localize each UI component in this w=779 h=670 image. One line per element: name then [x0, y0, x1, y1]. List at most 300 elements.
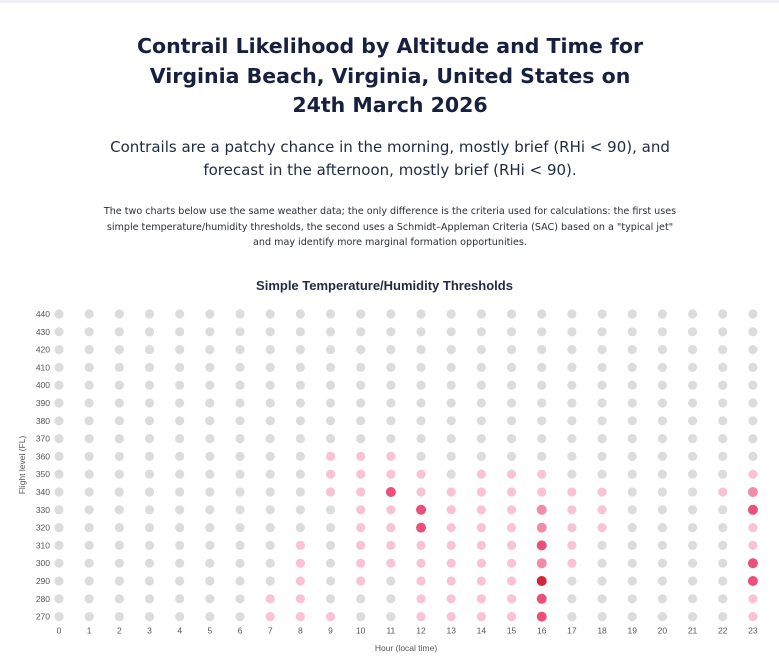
no-contrail-dot [145, 345, 154, 354]
no-contrail-dot [145, 434, 154, 443]
no-contrail-dot [416, 434, 425, 443]
no-contrail-dot [386, 345, 395, 354]
no-contrail-dot [85, 594, 94, 603]
y-tick-label: 390 [35, 398, 50, 408]
no-contrail-dot [748, 345, 757, 354]
no-contrail-dot [205, 523, 214, 532]
x-tick-label: 0 [56, 625, 62, 636]
methodology-note-line-1: The two charts below use the same weather data; the only difference is the criteria used for calculations: the first uses [103, 206, 677, 217]
no-contrail-dot [205, 398, 214, 407]
contrail-dot [477, 576, 486, 585]
no-contrail-dot [658, 523, 667, 532]
no-contrail-dot [266, 345, 275, 354]
y-axis-label: Flight level (FL) [17, 435, 27, 495]
no-contrail-dot [175, 345, 184, 354]
contrail-dot [477, 594, 486, 603]
contrail-dot [386, 541, 395, 550]
no-contrail-dot [748, 452, 757, 461]
y-tick-label: 280 [35, 593, 50, 604]
no-contrail-dot [85, 470, 94, 479]
no-contrail-dot [447, 363, 456, 372]
no-contrail-dot [628, 594, 637, 603]
no-contrail-dot [205, 505, 214, 514]
no-contrail-dot [85, 487, 94, 496]
contrail-dot [477, 559, 486, 568]
no-contrail-dot [54, 398, 63, 407]
no-contrail-dot [477, 381, 486, 390]
chart-title: Simple Temperature/Humidity Thresholds [256, 278, 513, 293]
no-contrail-dot [266, 576, 275, 585]
no-contrail-dot [54, 327, 63, 336]
no-contrail-dot [356, 345, 365, 354]
no-contrail-dot [266, 398, 275, 407]
no-contrail-dot [658, 612, 667, 621]
contrail-dot [296, 541, 305, 550]
no-contrail-dot [266, 434, 275, 443]
no-contrail-dot [85, 576, 94, 585]
no-contrail-dot [175, 309, 184, 318]
y-tick-label: 350 [35, 469, 50, 480]
no-contrail-dot [205, 541, 214, 550]
no-contrail-dot [145, 576, 154, 585]
no-contrail-dot [326, 541, 335, 550]
no-contrail-dot [54, 559, 63, 568]
no-contrail-dot [658, 381, 667, 390]
x-tick-label: 6 [237, 625, 243, 636]
no-contrail-dot [145, 487, 154, 496]
no-contrail-dot [628, 541, 637, 550]
no-contrail-dot [597, 576, 606, 585]
no-contrail-dot [54, 523, 63, 532]
no-contrail-dot [326, 523, 335, 532]
no-contrail-dot [748, 434, 757, 443]
contrail-dot [356, 505, 365, 514]
x-tick-label: 7 [267, 625, 273, 636]
no-contrail-dot [85, 452, 94, 461]
no-contrail-dot [718, 594, 727, 603]
x-tick-label: 22 [718, 625, 728, 636]
contrail-dot [748, 576, 758, 586]
no-contrail-dot [85, 434, 94, 443]
no-contrail-dot [567, 327, 576, 336]
no-contrail-dot [115, 576, 124, 585]
no-contrail-dot [235, 345, 244, 354]
contrail-dot [567, 505, 576, 514]
no-contrail-dot [175, 559, 184, 568]
no-contrail-dot [718, 381, 727, 390]
x-tick-label: 3 [147, 625, 152, 636]
no-contrail-dot [115, 381, 124, 390]
no-contrail-dot [266, 541, 275, 550]
no-contrail-dot [235, 327, 244, 336]
no-contrail-dot [748, 327, 757, 336]
contrail-dot [537, 558, 547, 568]
contrail-dot [748, 487, 758, 497]
x-tick-label: 21 [687, 625, 698, 636]
no-contrail-dot [628, 487, 637, 496]
no-contrail-dot [658, 309, 667, 318]
no-contrail-dot [688, 327, 697, 336]
no-contrail-dot [718, 345, 727, 354]
no-contrail-dot [85, 505, 94, 514]
no-contrail-dot [235, 612, 244, 621]
no-contrail-dot [145, 559, 154, 568]
no-contrail-dot [537, 345, 546, 354]
no-contrail-dot [688, 381, 697, 390]
no-contrail-dot [115, 559, 124, 568]
no-contrail-dot [718, 309, 727, 318]
no-contrail-dot [628, 381, 637, 390]
no-contrail-dot [718, 612, 727, 621]
contrail-dot [386, 452, 395, 461]
no-contrail-dot [658, 541, 667, 550]
no-contrail-dot [205, 345, 214, 354]
no-contrail-dot [718, 470, 727, 479]
no-contrail-dot [748, 398, 757, 407]
no-contrail-dot [296, 505, 305, 514]
no-contrail-dot [688, 523, 697, 532]
contrail-dot [296, 559, 305, 568]
contrail-dot-chart [0, 298, 779, 670]
no-contrail-dot [326, 345, 335, 354]
no-contrail-dot [326, 505, 335, 514]
x-tick-label: 1 [86, 625, 92, 636]
no-contrail-dot [175, 487, 184, 496]
y-tick-label: 370 [35, 433, 50, 444]
no-contrail-dot [447, 470, 456, 479]
contrail-dot [537, 594, 547, 604]
no-contrail-dot [477, 363, 486, 372]
no-contrail-dot [688, 487, 697, 496]
no-contrail-dot [175, 576, 184, 585]
no-contrail-dot [507, 434, 516, 443]
no-contrail-dot [628, 309, 637, 318]
y-tick-label: 430 [35, 326, 50, 337]
no-contrail-dot [386, 416, 395, 425]
no-contrail-dot [175, 594, 184, 603]
no-contrail-dot [326, 309, 335, 318]
contrail-dot [748, 594, 757, 603]
no-contrail-dot [567, 416, 576, 425]
no-contrail-dot [658, 416, 667, 425]
contrail-dot [748, 470, 757, 479]
no-contrail-dot [537, 363, 546, 372]
no-contrail-dot [477, 416, 486, 425]
no-contrail-dot [628, 398, 637, 407]
no-contrail-dot [658, 505, 667, 514]
no-contrail-dot [235, 505, 244, 514]
no-contrail-dot [85, 398, 94, 407]
no-contrail-dot [235, 309, 244, 318]
no-contrail-dot [235, 576, 244, 585]
no-contrail-dot [145, 612, 154, 621]
no-contrail-dot [235, 416, 244, 425]
contrail-dot [416, 576, 425, 585]
no-contrail-dot [477, 452, 486, 461]
no-contrail-dot [658, 363, 667, 372]
no-contrail-dot [85, 309, 94, 318]
contrail-dot [507, 594, 516, 603]
no-contrail-dot [507, 381, 516, 390]
no-contrail-dot [447, 381, 456, 390]
no-contrail-dot [356, 327, 365, 336]
y-tick-label: 360 [35, 451, 50, 462]
no-contrail-dot [205, 363, 214, 372]
forecast-summary [95, 136, 685, 182]
x-tick-label: 17 [567, 625, 577, 636]
no-contrail-dot [748, 363, 757, 372]
no-contrail-dot [537, 416, 546, 425]
no-contrail-dot [628, 505, 637, 514]
contrail-dot [507, 487, 516, 496]
no-contrail-dot [567, 612, 576, 621]
no-contrail-dot [597, 594, 606, 603]
contrail-dot [477, 505, 486, 514]
no-contrail-dot [386, 363, 395, 372]
no-contrail-dot [386, 309, 395, 318]
no-contrail-dot [628, 345, 637, 354]
no-contrail-dot [235, 470, 244, 479]
no-contrail-dot [597, 559, 606, 568]
no-contrail-dot [296, 470, 305, 479]
no-contrail-dot [386, 576, 395, 585]
no-contrail-dot [718, 452, 727, 461]
y-tick-label: 420 [35, 344, 50, 355]
no-contrail-dot [718, 363, 727, 372]
no-contrail-dot [115, 487, 124, 496]
no-contrail-dot [205, 434, 214, 443]
no-contrail-dot [266, 470, 275, 479]
no-contrail-dot [567, 309, 576, 318]
no-contrail-dot [326, 327, 335, 336]
no-contrail-dot [688, 505, 697, 514]
no-contrail-dot [748, 309, 757, 318]
no-contrail-dot [296, 434, 305, 443]
contrail-dot [567, 523, 576, 532]
no-contrail-dot [447, 309, 456, 318]
no-contrail-dot [447, 327, 456, 336]
forecast-summary-line-2: forecast in the afternoon, mostly brief (RHi < 90). [203, 161, 577, 179]
no-contrail-dot [115, 416, 124, 425]
no-contrail-dot [628, 612, 637, 621]
methodology-note-line-3: and may identify more marginal formation opportunities. [253, 237, 527, 248]
no-contrail-dot [115, 505, 124, 514]
no-contrail-dot [718, 559, 727, 568]
y-tick-label: 290 [35, 576, 50, 586]
no-contrail-dot [175, 612, 184, 621]
no-contrail-dot [416, 398, 425, 407]
no-contrail-dot [477, 398, 486, 407]
no-contrail-dot [386, 381, 395, 390]
no-contrail-dot [175, 434, 184, 443]
no-contrail-dot [507, 345, 516, 354]
no-contrail-dot [54, 487, 63, 496]
contrail-dot [296, 594, 305, 603]
no-contrail-dot [145, 541, 154, 550]
no-contrail-dot [597, 416, 606, 425]
no-contrail-dot [658, 327, 667, 336]
no-contrail-dot [567, 345, 576, 354]
no-contrail-dot [628, 416, 637, 425]
no-contrail-dot [386, 612, 395, 621]
no-contrail-dot [54, 505, 63, 514]
no-contrail-dot [597, 434, 606, 443]
no-contrail-dot [507, 452, 516, 461]
no-contrail-dot [447, 398, 456, 407]
contrail-dot [416, 594, 425, 603]
no-contrail-dot [54, 309, 63, 318]
no-contrail-dot [567, 363, 576, 372]
contrail-dot [537, 505, 547, 515]
plot-area [36, 309, 758, 636]
no-contrail-dot [115, 345, 124, 354]
no-contrail-dot [658, 576, 667, 585]
contrail-dot [447, 487, 456, 496]
y-tick-label: 300 [35, 558, 50, 569]
no-contrail-dot [597, 345, 606, 354]
no-contrail-dot [326, 559, 335, 568]
page-title-line-3: 24th March 2026 [292, 93, 488, 117]
page-title [120, 32, 660, 121]
no-contrail-dot [296, 523, 305, 532]
contrail-dot [477, 541, 486, 550]
no-contrail-dot [326, 398, 335, 407]
no-contrail-dot [54, 363, 63, 372]
no-contrail-dot [628, 434, 637, 443]
no-contrail-dot [205, 487, 214, 496]
no-contrail-dot [416, 381, 425, 390]
no-contrail-dot [266, 505, 275, 514]
no-contrail-dot [477, 309, 486, 318]
x-tick-label: 8 [297, 625, 303, 636]
no-contrail-dot [688, 452, 697, 461]
contrail-dot [266, 594, 275, 603]
no-contrail-dot [85, 363, 94, 372]
contrail-dot [356, 452, 365, 461]
no-contrail-dot [145, 470, 154, 479]
no-contrail-dot [205, 327, 214, 336]
contrail-dot [507, 576, 516, 585]
contrail-dot [386, 470, 395, 479]
no-contrail-dot [175, 398, 184, 407]
no-contrail-dot [235, 381, 244, 390]
no-contrail-dot [628, 327, 637, 336]
no-contrail-dot [356, 612, 365, 621]
no-contrail-dot [85, 416, 94, 425]
no-contrail-dot [326, 576, 335, 585]
no-contrail-dot [386, 398, 395, 407]
no-contrail-dot [477, 434, 486, 443]
contrail-dot [748, 558, 758, 568]
contrail-dot [386, 523, 395, 532]
x-tick-label: 12 [416, 625, 426, 636]
no-contrail-dot [507, 398, 516, 407]
contrail-dot [477, 612, 486, 621]
contrail-dot [507, 559, 516, 568]
contrail-dot [447, 594, 456, 603]
y-tick-label: 410 [35, 362, 50, 373]
no-contrail-dot [205, 576, 214, 585]
contrail-dot [507, 612, 516, 621]
contrail-dot [356, 541, 365, 550]
no-contrail-dot [175, 470, 184, 479]
no-contrail-dot [266, 452, 275, 461]
no-contrail-dot [597, 381, 606, 390]
no-contrail-dot [85, 612, 94, 621]
x-tick-label: 20 [657, 625, 668, 636]
no-contrail-dot [416, 363, 425, 372]
contrail-dot [477, 523, 486, 532]
contrail-dot [537, 540, 547, 550]
no-contrail-dot [85, 559, 94, 568]
no-contrail-dot [718, 434, 727, 443]
methodology-note-line-2: simple temperature/humidity thresholds, the second uses a Schmidt–Appleman Criteria (SAC) based on a "typical jet" [106, 221, 674, 233]
no-contrail-dot [85, 327, 94, 336]
no-contrail-dot [205, 470, 214, 479]
no-contrail-dot [447, 416, 456, 425]
no-contrail-dot [416, 309, 425, 318]
no-contrail-dot [205, 452, 214, 461]
contrail-dot [748, 505, 758, 515]
contrail-dot [386, 559, 395, 568]
no-contrail-dot [748, 416, 757, 425]
no-contrail-dot [54, 470, 63, 479]
no-contrail-dot [477, 327, 486, 336]
no-contrail-dot [145, 523, 154, 532]
contrail-dot [356, 523, 365, 532]
contrail-dot [356, 576, 365, 585]
contrail-dot [567, 487, 576, 496]
no-contrail-dot [175, 416, 184, 425]
no-contrail-dot [266, 416, 275, 425]
y-tick-label: 400 [35, 380, 50, 391]
contrail-dot [296, 576, 305, 585]
no-contrail-dot [628, 363, 637, 372]
x-tick-label: 23 [748, 625, 758, 636]
no-contrail-dot [356, 398, 365, 407]
no-contrail-dot [54, 345, 63, 354]
no-contrail-dot [718, 541, 727, 550]
x-tick-label: 16 [536, 625, 547, 636]
contrail-dot [507, 523, 516, 532]
no-contrail-dot [718, 576, 727, 585]
no-contrail-dot [356, 594, 365, 603]
no-contrail-dot [296, 381, 305, 390]
x-tick-label: 2 [116, 625, 122, 636]
no-contrail-dot [296, 452, 305, 461]
contrail-dot [567, 559, 576, 568]
no-contrail-dot [658, 345, 667, 354]
no-contrail-dot [688, 541, 697, 550]
contrail-dot [416, 559, 425, 568]
contrail-dot [477, 470, 486, 479]
x-tick-label: 5 [207, 625, 213, 636]
no-contrail-dot [567, 452, 576, 461]
no-contrail-dot [175, 452, 184, 461]
no-contrail-dot [688, 434, 697, 443]
no-contrail-dot [145, 594, 154, 603]
no-contrail-dot [85, 541, 94, 550]
no-contrail-dot [115, 470, 124, 479]
no-contrail-dot [688, 345, 697, 354]
contrail-dot [507, 541, 516, 550]
no-contrail-dot [718, 505, 727, 514]
no-contrail-dot [597, 541, 606, 550]
no-contrail-dot [266, 381, 275, 390]
no-contrail-dot [718, 523, 727, 532]
no-contrail-dot [266, 327, 275, 336]
no-contrail-dot [356, 416, 365, 425]
